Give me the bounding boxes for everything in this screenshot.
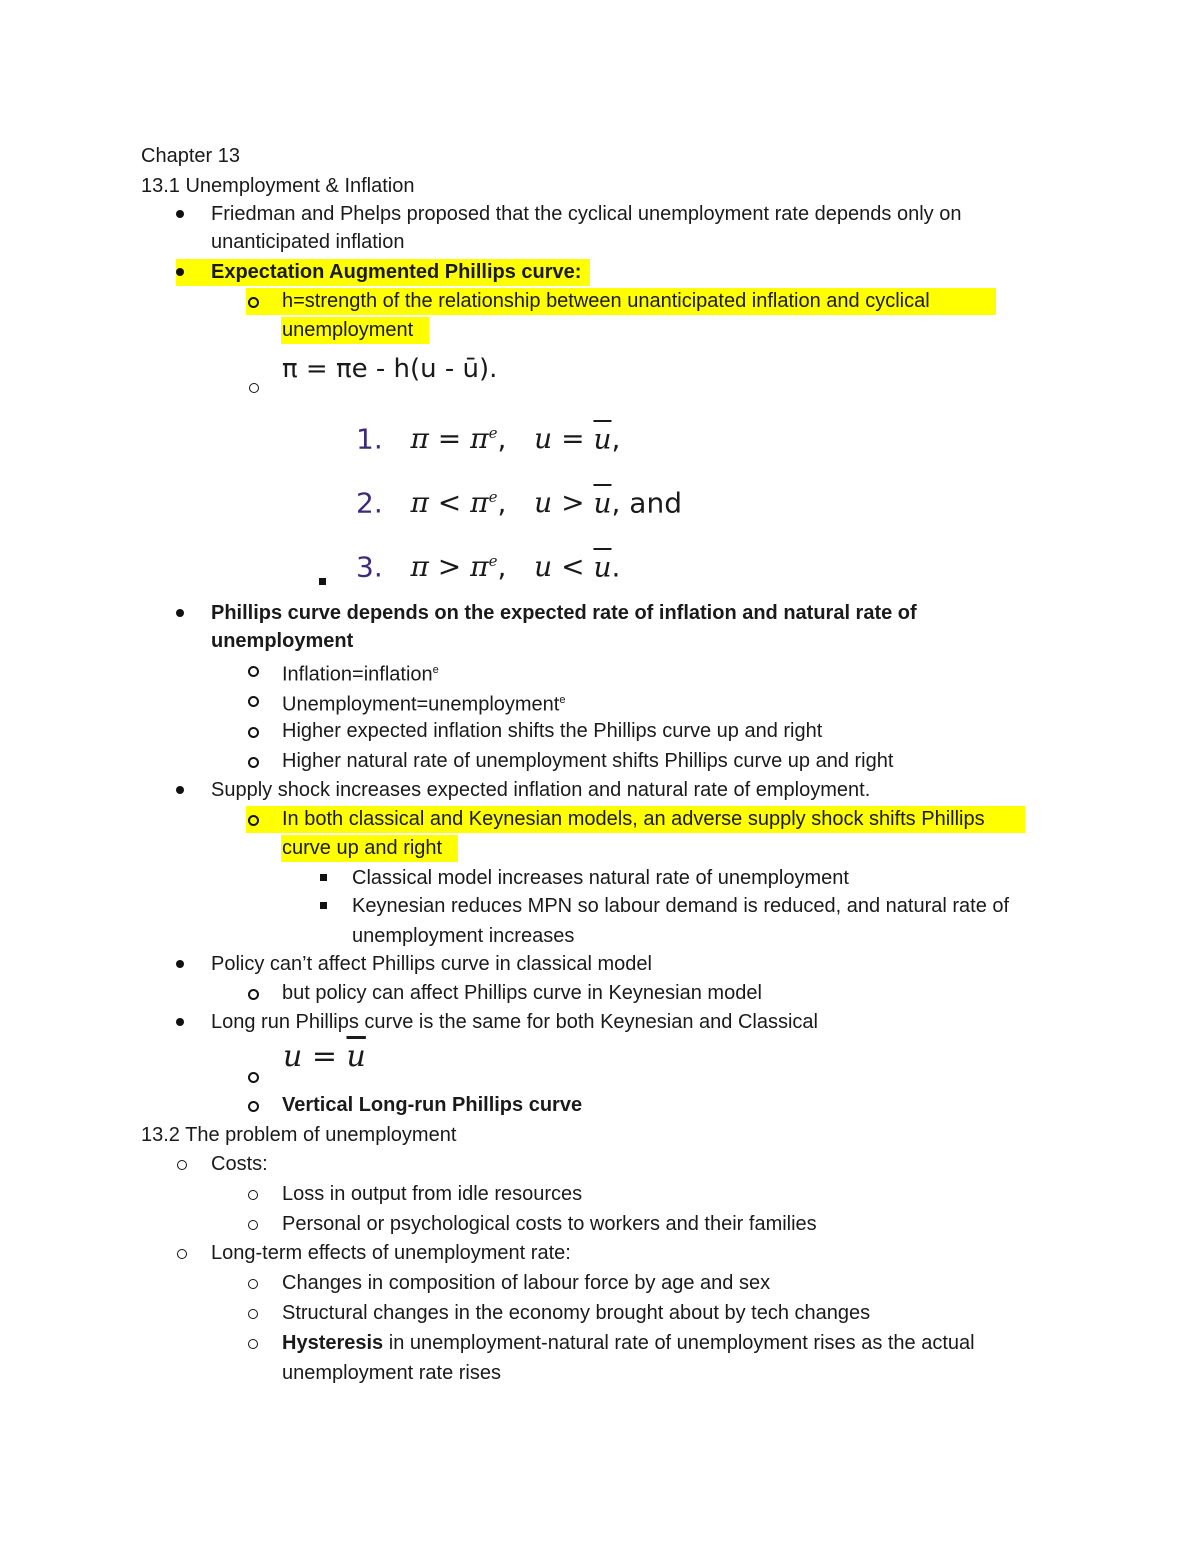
text-line: unemployment (282, 319, 414, 341)
text-line: Personal or psychological costs to workers and their families (282, 1213, 817, 1235)
case-row (356, 477, 682, 520)
text-line-bold: Expectation Augmented Phillips curve: (211, 261, 582, 283)
text-line: Long-term effects of unemployment rate: (211, 1242, 571, 1264)
longrun-formula: $u = \overline{u}$ (283, 1039, 366, 1074)
bullet-circle (248, 696, 259, 707)
bullet-circle (248, 666, 259, 677)
text-line: Higher expected inflation shifts the Phillips curve up and right (282, 720, 823, 742)
text-line: Loss in output from idle resources (282, 1183, 583, 1205)
text-line: Hysteresis in unemployment-natural rate of unemployment rises as the actual (282, 1332, 975, 1354)
section-heading-13-2: 13.2 The problem of unemployment (141, 1124, 457, 1146)
bullet-dot (176, 609, 184, 617)
case-mid: , (497, 486, 507, 520)
text-line: Keynesian reduces MPN so labour demand is reduced, and natural rate of (352, 895, 1010, 917)
bullet-circle (248, 815, 259, 826)
bullet-dot (176, 960, 184, 968)
text-line: Friedman and Phelps proposed that the cyclical unemployment rate depends only on (211, 203, 962, 225)
case-row (356, 541, 621, 584)
bullet-circle (248, 1190, 258, 1200)
case-ubar: $\overline{u}$ (593, 422, 612, 456)
text-line: but policy can affect Phillips curve in Keynesian model (282, 982, 762, 1004)
text-line-bold: Vertical Long-run Phillips curve (282, 1094, 583, 1116)
section-heading-13-1: 13.1 Unemployment & Inflation (141, 175, 415, 197)
bullet-dot (176, 1018, 184, 1026)
bullet-circle (248, 989, 259, 1000)
text-line: Classical model increases natural rate of unemployment (352, 867, 849, 889)
bullet-circle (177, 1160, 187, 1170)
case-right: u = (534, 422, 594, 456)
case-tail: , (611, 422, 621, 456)
text-line: In both classical and Keynesian models, an adverse supply shock shifts Phillips (282, 808, 985, 830)
phillips-formula: π = πe - h(u - ū). (282, 354, 498, 384)
case-right: u > (534, 486, 594, 520)
bullet-circle (248, 757, 259, 768)
text-line: h=strength of the relationship between unanticipated inflation and cyclical (282, 290, 930, 312)
case-left: π = π (410, 422, 489, 456)
text-line: Unemployment=unemployment$^e$ (282, 693, 566, 716)
bullet-square (320, 874, 327, 881)
bullet-dot (176, 268, 184, 276)
text-line: Higher natural rate of unemployment shifts Phillips curve up and right (282, 750, 894, 772)
text-line: Policy can’t affect Phillips curve in classical model (211, 953, 652, 975)
bullet-circle (248, 297, 259, 308)
text-line: Structural changes in the economy brought about by tech changes (282, 1302, 871, 1324)
case-tail: . (611, 550, 621, 584)
text-line: Supply shock increases expected inflation and natural rate of employment. (211, 779, 871, 801)
bullet-circle (177, 1249, 187, 1259)
text-line-bold: Phillips curve depends on the expected rate of inflation and natural rate of (211, 602, 917, 624)
case-sup: e (488, 552, 498, 570)
bullet-square (320, 902, 327, 909)
bullet-square (319, 578, 326, 585)
bullet-circle (248, 727, 259, 738)
case-row (356, 413, 621, 456)
case-ubar: $\overline{u}$ (593, 550, 612, 584)
bullet-circle (248, 1279, 258, 1289)
case-ubar: $\overline{u}$ (593, 486, 612, 520)
case-tail: , and (611, 486, 682, 520)
case-number: 1. (356, 422, 383, 456)
bullet-circle (248, 1309, 258, 1319)
case-number: 3. (356, 550, 383, 584)
bullet-circle (248, 1072, 259, 1083)
case-left: π < π (410, 486, 489, 520)
chapter-title: Chapter 13 (141, 145, 240, 167)
text-line: curve up and right (282, 837, 443, 859)
text-line: unanticipated inflation (211, 231, 405, 253)
text-line: Long run Phillips curve is the same for both Keynesian and Classical (211, 1011, 818, 1033)
case-mid: , (497, 550, 507, 584)
bullet-circle (248, 1220, 258, 1230)
bullet-circle (249, 383, 259, 393)
bullet-circle (248, 1101, 259, 1112)
text-line: unemployment increases (352, 925, 575, 947)
case-right: u < (534, 550, 594, 584)
case-mid: , (497, 422, 507, 456)
case-sup: e (488, 424, 498, 442)
cases-block (356, 413, 736, 583)
bullet-dot (176, 786, 184, 794)
bullet-dot (176, 210, 184, 218)
bullet-circle (248, 1339, 258, 1349)
text-line-bold: unemployment (211, 630, 354, 652)
text-line: Changes in composition of labour force by age and sex (282, 1272, 771, 1294)
case-sup: e (488, 488, 498, 506)
case-number: 2. (356, 486, 383, 520)
text-line: unemployment rate rises (282, 1362, 501, 1384)
case-left: π > π (410, 550, 489, 584)
text-line: Costs: (211, 1153, 268, 1175)
text-line: Inflation=inflation$^e$ (282, 663, 439, 686)
